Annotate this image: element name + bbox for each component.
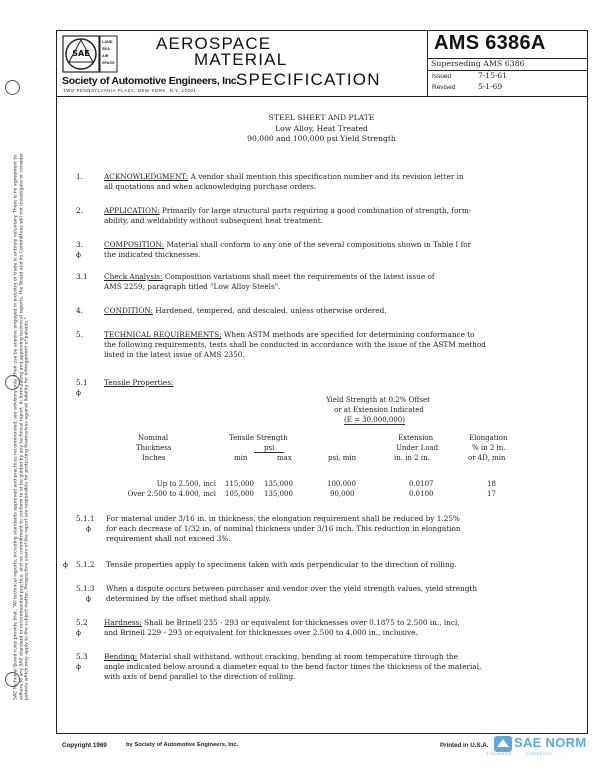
section-number: 5.1.3 bbox=[76, 584, 95, 593]
row-1-max: 135,000 bbox=[264, 480, 293, 488]
logo-side-word: SEA bbox=[102, 47, 110, 51]
section-text: Tensile properties apply to specimens taken with axis perpendicular to the direction of rolling. bbox=[106, 560, 457, 569]
revision-mark: ϕ bbox=[63, 560, 68, 569]
revision-mark: ϕ bbox=[76, 628, 81, 637]
header-elongation-2: % in 2 in. bbox=[472, 444, 506, 452]
section-text: the indicated thicknesses. bbox=[104, 250, 201, 259]
section-number: 5.1.2 bbox=[76, 560, 95, 569]
section-number: 5.2 bbox=[76, 618, 88, 627]
section-number: 2. bbox=[76, 206, 83, 215]
section-text: listed in the latest issue of AMS 2350. bbox=[104, 350, 245, 359]
row-1-thickness: Up to 2.500, incl bbox=[156, 480, 216, 488]
footer bbox=[56, 735, 587, 771]
header-psi-min: psi, min bbox=[328, 454, 357, 462]
svg-text:SAE: SAE bbox=[72, 49, 90, 58]
row-1-min: 115,000 bbox=[225, 480, 254, 488]
section-number: 3. bbox=[76, 240, 83, 249]
header-elongation-1: Elongation bbox=[469, 434, 508, 442]
header-yield-1: Yield Strength at 0.2% Offset bbox=[326, 396, 430, 404]
doc-title bbox=[56, 113, 587, 145]
header-extension-1: Extension bbox=[398, 434, 434, 442]
section-text: all quotations and when acknowledging purchase orders. bbox=[104, 182, 317, 191]
section-text: When ASTM methods are specified for determining conformance to bbox=[221, 330, 475, 339]
section-text: When a dispute occurs between purchaser and vendor over the yield strength values, yield strength bbox=[106, 584, 478, 593]
row-1-elongation: 18 bbox=[487, 480, 496, 488]
section-text: for each decrease of 1/32 in. of nominal thickness under 3/16 inch. This reduction in elongation bbox=[106, 524, 461, 533]
section-text: angle indicated below around a diameter equal to the bend factor times the thickness of the material, bbox=[104, 662, 482, 671]
row-2-max: 135,000 bbox=[264, 490, 293, 498]
section-text: For material under 3/16 in. in thickness, the elongation requirement shall be reduced by 1.25% bbox=[106, 514, 460, 523]
section-text: AMS 2259, paragraph titled "Low Alloy Steels". bbox=[104, 282, 281, 291]
footer-by: by Society of Automotive Engineers, Inc. bbox=[126, 742, 239, 748]
header-yield-2: or at Extension Indicated bbox=[334, 406, 424, 414]
section-text: determined by the offset method shall apply. bbox=[106, 594, 271, 603]
spec-number: AMS 6386A bbox=[434, 32, 546, 54]
title-material: MATERIAL bbox=[194, 50, 288, 69]
header-psi: psi bbox=[254, 444, 284, 453]
issued-label: Issued bbox=[432, 73, 452, 80]
section-text: and Brinell 229 - 293 or equivalent for thicknesses over 2.500 to 4.000 in., inclusive. bbox=[104, 628, 418, 637]
section-number: 5.1 bbox=[76, 378, 88, 387]
sidebar-disclaimer bbox=[2, 140, 42, 700]
section-number: 3.1 bbox=[76, 272, 88, 281]
header-min: min bbox=[234, 454, 248, 462]
revision-mark: ϕ bbox=[76, 662, 81, 671]
section-heading: COMPOSITION: bbox=[104, 240, 165, 249]
row-2-elongation: 17 bbox=[487, 490, 496, 498]
row-2-thickness: Over 2.500 to 4.000, incl bbox=[127, 490, 216, 498]
org-address: TWO PENNSYLVANIA PLAZA, NEW YORK, N.Y. 10001 bbox=[63, 88, 197, 93]
header-thickness: Thickness bbox=[136, 444, 172, 452]
issued-value: 7-15-61 bbox=[478, 71, 507, 80]
spec-divider-2 bbox=[428, 70, 587, 71]
section-text: Composition variations shall meet the requirements of the latest issue of bbox=[162, 272, 435, 281]
sidebar-disclaimer-text: SAE Technical Board rules provide that: "All technical reports, including standards approved and practices recommended, are advisory only. Their use by anyone engaged in industry or trade is entirely voluntary. There is no agreement to adhere to any SAE standard or recommended practice, and no commitment to conform to or be guided by any technical report. In formulating and approving technical reports, the Board and its Committees will not investigate or consider patents which may apply to the subject matter. Prospective users of the report are responsible for protecting themselves against liability for infringement of patents." bbox=[13, 152, 30, 700]
header-extension-3: in. in 2 in. bbox=[394, 454, 430, 462]
title-aerospace: AEROSPACE bbox=[156, 34, 272, 53]
section-text: Primarily for large structural parts requiring a good combination of strength, form- bbox=[159, 206, 472, 215]
section-text: ability, and weldability without subsequent heat treatment. bbox=[104, 216, 323, 225]
section-heading: CONDITION: bbox=[104, 306, 153, 315]
logo-side-word: LAND bbox=[102, 40, 113, 44]
doc-title-line3: 90,000 and 100,000 psi Yield Strength bbox=[247, 134, 396, 143]
section-text: Material shall withstand, without cracking, bending at room temperature through the bbox=[137, 652, 458, 661]
revision-mark: ϕ bbox=[76, 250, 81, 259]
section-heading: ACKNOWLEDGMENT: bbox=[104, 172, 189, 181]
section-text: Hardened, tempered, and descaled, unless otherwise ordered. bbox=[153, 306, 387, 315]
header-yield-3: (E = 30,000,000) bbox=[344, 416, 405, 424]
revised-value: 5-1-69 bbox=[478, 82, 503, 91]
logo-side-words bbox=[102, 39, 115, 67]
section-text: with axis of bend parallel to the direction of rolling. bbox=[104, 672, 296, 681]
row-2-min: 105,000 bbox=[225, 490, 254, 498]
section-heading: APPLICATION: bbox=[104, 206, 160, 215]
spec-block bbox=[427, 30, 587, 96]
row-1-yield: 100,000 bbox=[327, 480, 356, 488]
header-nominal: Nominal bbox=[138, 434, 169, 442]
section-heading: Check Analysis: bbox=[104, 272, 163, 281]
doc-title-line2: Low Alloy, Heat Treated bbox=[275, 123, 368, 133]
punch-hole-top bbox=[5, 80, 20, 95]
section-heading: Hardness: bbox=[104, 618, 142, 627]
sae-logo bbox=[62, 35, 118, 73]
section-text: A vendor shall mention this specification number and its revision letter in bbox=[188, 172, 464, 181]
header-elongation-3: or 4D, min bbox=[468, 454, 506, 462]
revised-label: Revised bbox=[432, 84, 456, 91]
header-max: max bbox=[277, 454, 292, 462]
header-divider bbox=[56, 96, 587, 97]
tensile-table bbox=[76, 396, 576, 506]
section-number: 1. bbox=[76, 172, 83, 181]
logo-side-word: AIR bbox=[102, 54, 109, 58]
section-text: Shall be Brinell 235 - 293 or equivalent for thicknesses over 0.1875 to 2.500 in., incl, bbox=[141, 618, 460, 627]
header-extension-2: Under Load bbox=[396, 444, 439, 452]
section-number: 5. bbox=[76, 330, 83, 339]
section-text: Material shall conform to any one of the several compositions shown in Table I for bbox=[164, 240, 472, 249]
row-2-extension: 0.0100 bbox=[409, 490, 434, 498]
header-inches: Inches bbox=[142, 454, 166, 462]
header bbox=[56, 30, 587, 96]
logo-side-word: SPACE bbox=[102, 61, 115, 65]
watermark-subtext: STANDARD CURRENCY bbox=[486, 752, 554, 756]
revision-mark: ϕ bbox=[86, 594, 91, 603]
org-name: Society of Automotive Engineers, Inc. bbox=[62, 75, 239, 87]
section-heading: Tensile Properties: bbox=[104, 378, 174, 387]
header-tensile: Tensile Strength bbox=[229, 434, 288, 442]
section-number: 4. bbox=[76, 306, 83, 315]
title-specification: SPECIFICATION bbox=[236, 70, 381, 89]
section-text: requirement shall not exceed 3%. bbox=[106, 534, 231, 543]
section-text: the following requirements, tests shall be conducted in accordance with the issue of the ASTM method bbox=[104, 340, 486, 349]
section-heading: TECHNICAL REQUIREMENTS: bbox=[104, 330, 222, 339]
section-number: 5.1.1 bbox=[76, 514, 95, 523]
superseding: Superseding AMS 6386 bbox=[431, 59, 525, 68]
revision-mark: ϕ bbox=[86, 524, 91, 533]
footer-printed: Printed in U.S.A. bbox=[440, 742, 489, 749]
section-heading: Bending: bbox=[104, 652, 138, 661]
row-1-extension: 0.0107 bbox=[409, 480, 434, 488]
row-2-yield: 90,000 bbox=[330, 490, 355, 498]
watermark-text: SAE NORM bbox=[514, 735, 587, 750]
revision-mark: ϕ bbox=[76, 388, 81, 397]
doc-title-line1: STEEL SHEET AND PLATE bbox=[268, 113, 375, 122]
watermark-logo-icon bbox=[493, 735, 513, 753]
footer-copyright: Copyright 1969 bbox=[62, 742, 107, 749]
section-number: 5.3 bbox=[76, 652, 88, 661]
